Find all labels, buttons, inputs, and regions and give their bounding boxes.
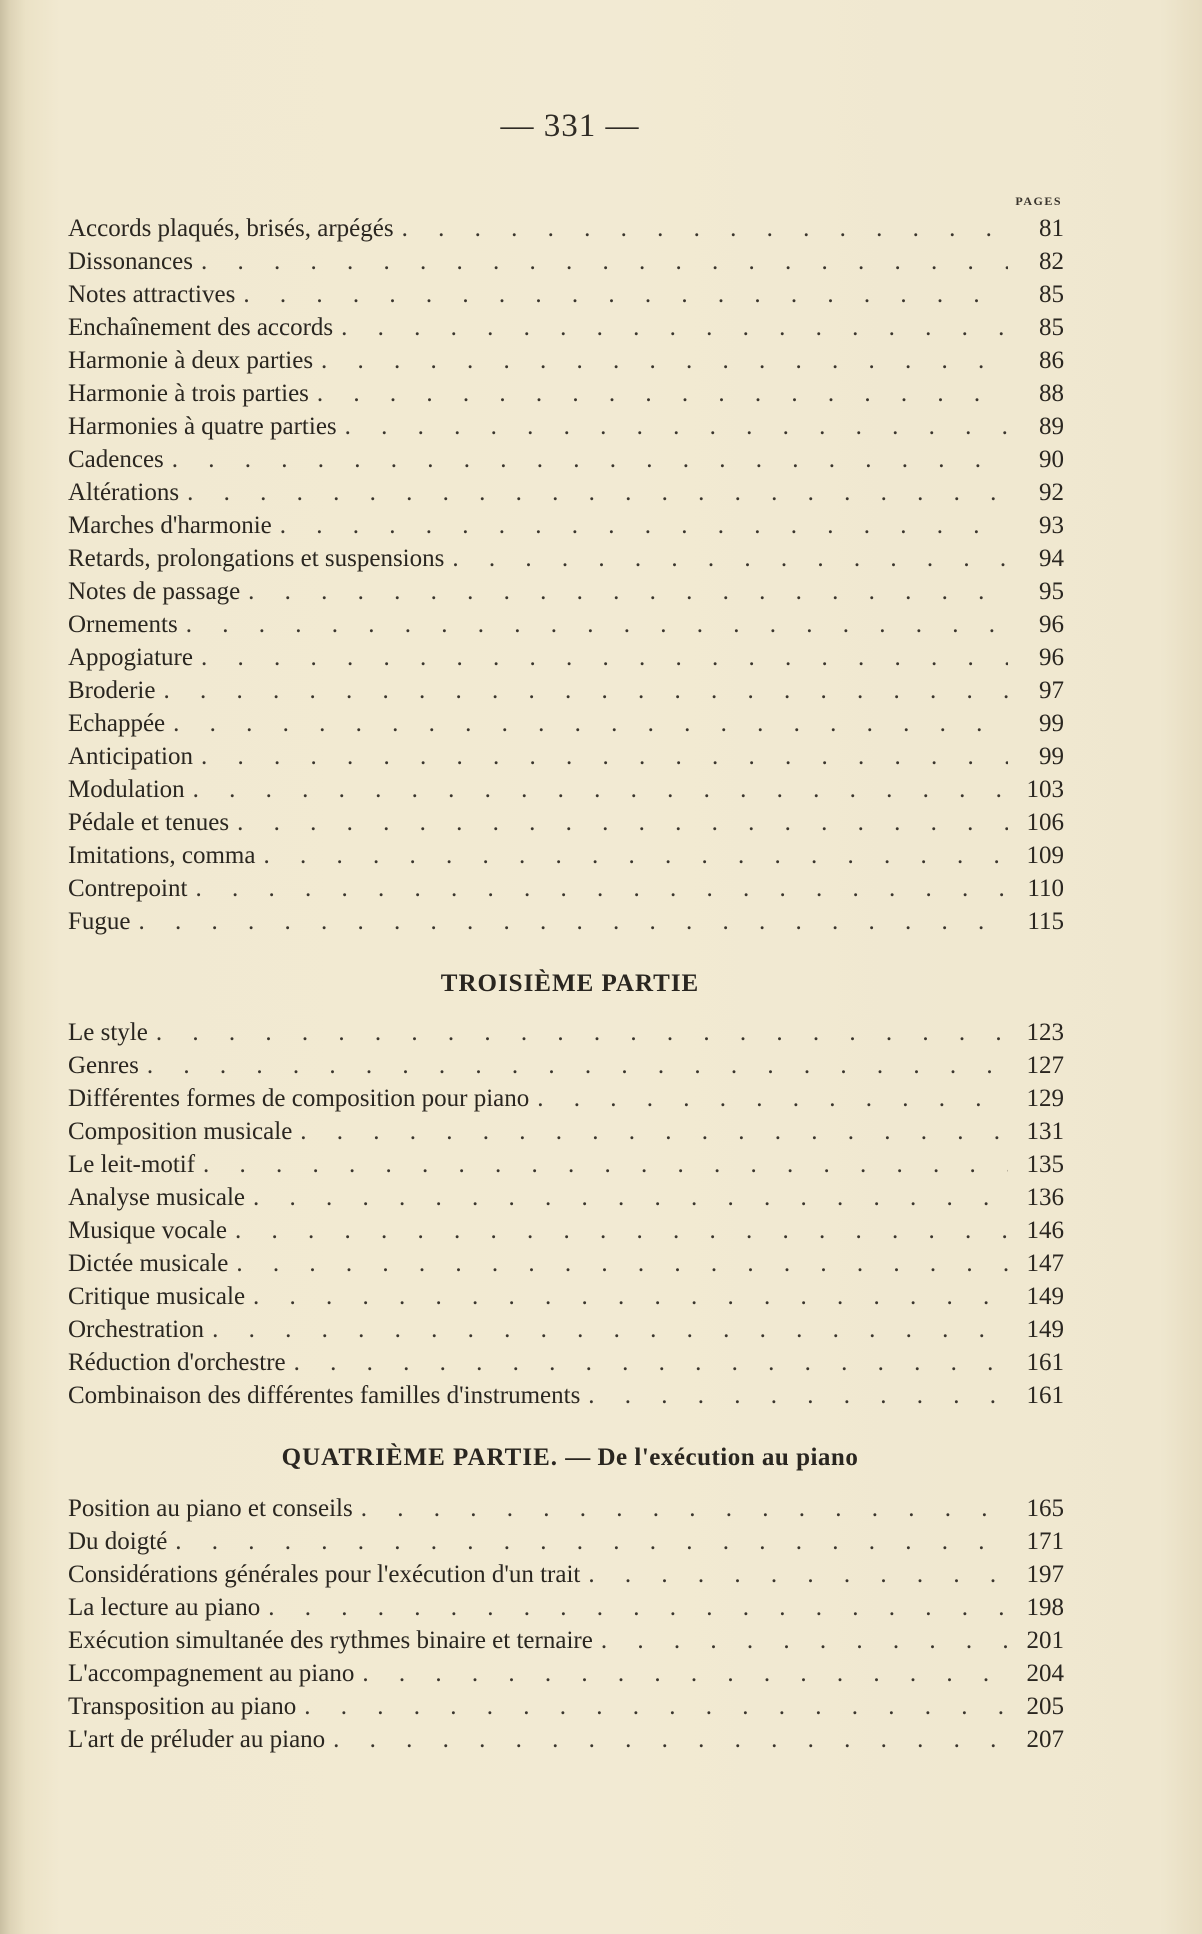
toc-entry-page: 197 — [1026, 1561, 1064, 1588]
toc-leader-dots — [235, 1214, 1008, 1247]
toc-entry-title: Musique vocale — [68, 1217, 227, 1244]
toc-leader-dots — [172, 443, 1008, 476]
toc-leader-dots — [601, 1624, 1008, 1657]
toc-entry-page: 96 — [1039, 611, 1064, 638]
part4-heading-text: QUATRIÈME PARTIE. — [281, 1444, 558, 1471]
part3-heading-text: TROISIÈME PARTIE — [440, 970, 700, 997]
toc-leader-dots — [139, 905, 1009, 938]
toc-entry-title: Harmonie à trois parties — [68, 380, 309, 407]
toc-entry-title: Dictée musicale — [68, 1250, 229, 1277]
toc-entry — [68, 608, 1064, 641]
toc-leader-dots — [588, 1558, 1008, 1591]
toc-entry — [68, 245, 1064, 278]
toc-entry-page: 129 — [1026, 1085, 1064, 1112]
toc-leader-dots — [173, 707, 1008, 740]
toc-leader-dots — [333, 1723, 1008, 1756]
toc-leader-dots — [201, 641, 1008, 674]
toc-entry — [68, 872, 1064, 905]
toc-entry-title: Notes attractives — [68, 281, 236, 308]
toc-leader-dots — [317, 377, 1008, 410]
toc-entry — [68, 476, 1064, 509]
toc-entry — [68, 1049, 1064, 1082]
toc-entry-title: Critique musicale — [68, 1283, 246, 1310]
toc-entry — [68, 1690, 1064, 1723]
toc-entry — [68, 773, 1064, 806]
toc-entry-page: 99 — [1039, 710, 1064, 737]
toc-entry-title: Altérations — [68, 479, 180, 506]
toc-entry — [68, 1379, 1064, 1412]
toc-entry — [68, 1558, 1064, 1591]
toc-entry-title: Orchestration — [68, 1316, 205, 1343]
toc-entry-title: Le style — [68, 1019, 148, 1046]
toc-entry — [68, 1525, 1064, 1558]
toc-entry-title: Modulation — [68, 776, 185, 803]
toc-entry-page: 201 — [1026, 1627, 1064, 1654]
toc-entry — [68, 1657, 1064, 1690]
toc-entry-title: Ornements — [68, 611, 178, 638]
toc-entry — [68, 377, 1064, 410]
toc-entry-title: Transposition au piano — [68, 1693, 297, 1720]
toc-entry-page: 135 — [1026, 1151, 1064, 1178]
toc-entry — [68, 212, 1064, 245]
toc-leader-dots — [345, 410, 1008, 443]
toc-entry — [68, 1247, 1064, 1280]
toc-entry-page: 103 — [1026, 776, 1064, 803]
toc-entry-title: Accords plaqués, brisés, arpégés — [68, 215, 394, 242]
toc-leader-dots — [156, 1016, 1008, 1049]
toc-entry — [68, 542, 1064, 575]
toc-leader-dots — [294, 1346, 1008, 1379]
toc-entry-title: Exécution simultanée des rythmes binaire et ternaire — [68, 1627, 593, 1654]
part3-heading — [0, 970, 1140, 998]
toc-entry-title: Réduction d'orchestre — [68, 1349, 286, 1376]
page-number: — 331 — — [500, 108, 640, 144]
toc-leader-dots — [187, 476, 1008, 509]
toc-leader-dots — [201, 740, 1008, 773]
toc-entry-page: 95 — [1039, 578, 1064, 605]
toc-leader-dots — [321, 344, 1008, 377]
toc-entry-title: Appogiature — [68, 644, 193, 671]
toc-entry-page: 85 — [1039, 314, 1064, 341]
pages-column-label: PAGES — [1015, 194, 1062, 208]
toc-entry-title: Cadences — [68, 446, 164, 473]
toc-leader-dots — [253, 1280, 1008, 1313]
toc-entry-page: 86 — [1039, 347, 1064, 374]
toc-entry-page: 97 — [1039, 677, 1064, 704]
toc-leader-dots — [248, 575, 1008, 608]
toc-entry-page: 82 — [1039, 248, 1064, 275]
toc-entry — [68, 1624, 1064, 1657]
toc-leader-dots — [253, 1181, 1008, 1214]
toc-leader-dots — [195, 872, 1008, 905]
toc-leader-dots — [304, 1690, 1008, 1723]
toc-entry-title: La lecture au piano — [68, 1594, 261, 1621]
toc-entry-title: Imitations, comma — [68, 842, 256, 869]
toc-entry-page: 93 — [1039, 512, 1064, 539]
toc-entry-title: Le leit-motif — [68, 1151, 196, 1178]
toc-entry-page: 81 — [1039, 215, 1064, 242]
toc-entry-page: 161 — [1026, 1382, 1064, 1409]
toc-entry-page: 204 — [1026, 1660, 1064, 1687]
toc-entry — [68, 575, 1064, 608]
toc-entry-page: 161 — [1026, 1349, 1064, 1376]
toc-leader-dots — [300, 1115, 1008, 1148]
toc-entry — [68, 344, 1064, 377]
toc-entry-page: 136 — [1026, 1184, 1064, 1211]
toc-entry — [68, 707, 1064, 740]
toc-entry-page: 109 — [1026, 842, 1064, 869]
toc-leader-dots — [193, 773, 1008, 806]
toc-entry-page: 171 — [1026, 1528, 1064, 1555]
toc-leader-dots — [147, 1049, 1008, 1082]
toc-entry-page: 96 — [1039, 644, 1064, 671]
toc-leader-dots — [237, 806, 1008, 839]
part4-heading — [0, 1444, 1140, 1472]
toc-entry-page: 110 — [1027, 875, 1064, 902]
toc-entry-title: Genres — [68, 1052, 139, 1079]
toc-leader-dots — [175, 1525, 1008, 1558]
toc-entry-page: 94 — [1039, 545, 1064, 572]
toc-entry-page: 127 — [1026, 1052, 1064, 1079]
toc-leader-dots — [163, 674, 1008, 707]
toc-leader-dots — [452, 542, 1008, 575]
toc-entry-page: 146 — [1026, 1217, 1064, 1244]
toc-entry — [68, 311, 1064, 344]
toc-entry-page: 115 — [1027, 908, 1064, 935]
toc-entry-page: 147 — [1026, 1250, 1064, 1277]
toc-entry-title: Position au piano et conseils — [68, 1495, 353, 1522]
toc-leader-dots — [212, 1313, 1008, 1346]
toc-leader-dots — [280, 509, 1008, 542]
toc-leader-dots — [341, 311, 1008, 344]
toc-entry-title: Contrepoint — [68, 875, 188, 902]
toc-entry-title: Broderie — [68, 677, 156, 704]
toc-entry — [68, 1313, 1064, 1346]
toc-entry-page: 149 — [1026, 1316, 1064, 1343]
toc-entry-title: Anticipation — [68, 743, 193, 770]
toc-entry — [68, 839, 1064, 872]
toc-entry-title: Enchaînement des accords — [68, 314, 334, 341]
toc-part3-list — [68, 1016, 1064, 1412]
toc-entry — [68, 1492, 1064, 1525]
toc-entry-page: 85 — [1039, 281, 1064, 308]
toc-entry-title: Analyse musicale — [68, 1184, 246, 1211]
toc-entry-page: 205 — [1026, 1693, 1064, 1720]
toc-entry-page: 123 — [1026, 1019, 1064, 1046]
toc-leader-dots — [537, 1082, 1008, 1115]
toc-part2-list — [68, 212, 1064, 938]
toc-entry-title: Du doigté — [68, 1528, 168, 1555]
toc-part4-list — [68, 1492, 1064, 1756]
toc-entry-title: Considérations générales pour l'exécution d'un trait — [68, 1561, 581, 1588]
toc-leader-dots — [362, 1657, 1008, 1690]
toc-entry-title: Harmonies à quatre parties — [68, 413, 337, 440]
toc-entry — [68, 674, 1064, 707]
toc-entry — [68, 1016, 1064, 1049]
toc-leader-dots — [203, 1148, 1008, 1181]
toc-leader-dots — [201, 245, 1008, 278]
toc-leader-dots — [361, 1492, 1008, 1525]
toc-entry — [68, 740, 1064, 773]
toc-entry-title: Fugue — [68, 908, 131, 935]
toc-entry-title: Composition musicale — [68, 1118, 293, 1145]
toc-leader-dots — [186, 608, 1008, 641]
toc-entry — [68, 443, 1064, 476]
toc-entry — [68, 1723, 1064, 1756]
toc-entry-page: 207 — [1026, 1726, 1064, 1753]
toc-entry — [68, 509, 1064, 542]
toc-entry — [68, 278, 1064, 311]
toc-leader-dots — [263, 839, 1008, 872]
toc-entry-title: Pédale et tenues — [68, 809, 230, 836]
toc-entry — [68, 1148, 1064, 1181]
toc-entry — [68, 1591, 1064, 1624]
toc-entry-title: Notes de passage — [68, 578, 241, 605]
toc-entry — [68, 641, 1064, 674]
toc-leader-dots — [588, 1379, 1008, 1412]
toc-leader-dots — [268, 1591, 1008, 1624]
toc-entry — [68, 905, 1064, 938]
toc-entry — [68, 1346, 1064, 1379]
toc-entry — [68, 1115, 1064, 1148]
toc-leader-dots — [402, 212, 1008, 245]
toc-entry-page: 89 — [1039, 413, 1064, 440]
toc-entry-title: Marches d'harmonie — [68, 512, 272, 539]
toc-entry — [68, 1181, 1064, 1214]
toc-entry-page: 88 — [1039, 380, 1064, 407]
toc-entry-page: 99 — [1039, 743, 1064, 770]
part4-heading-subtitle: — De l'exécution au piano — [565, 1444, 859, 1471]
toc-entry-page: 149 — [1026, 1283, 1064, 1310]
toc-entry-page: 131 — [1026, 1118, 1064, 1145]
toc-entry-title: Harmonie à deux parties — [68, 347, 314, 374]
toc-entry — [68, 410, 1064, 443]
toc-entry — [68, 1280, 1064, 1313]
toc-entry-page: 90 — [1039, 446, 1064, 473]
toc-entry-page: 106 — [1026, 809, 1064, 836]
toc-leader-dots — [243, 278, 1008, 311]
toc-entry-title: Combinaison des différentes familles d'instruments — [68, 1382, 581, 1409]
toc-entry-title: Différentes formes de composition pour piano — [68, 1085, 530, 1112]
toc-entry-title: Retards, prolongations et suspensions — [68, 545, 445, 572]
toc-entry-title: Dissonances — [68, 248, 193, 275]
toc-entry-page: 198 — [1026, 1594, 1064, 1621]
toc-entry-title: Echappée — [68, 710, 166, 737]
toc-entry — [68, 806, 1064, 839]
toc-entry-page: 165 — [1026, 1495, 1064, 1522]
toc-entry — [68, 1214, 1064, 1247]
toc-entry — [68, 1082, 1064, 1115]
toc-leader-dots — [236, 1247, 1008, 1280]
toc-entry-title: L'accompagnement au piano — [68, 1660, 355, 1687]
toc-entry-title: L'art de préluder au piano — [68, 1726, 326, 1753]
toc-entry-page: 92 — [1039, 479, 1064, 506]
